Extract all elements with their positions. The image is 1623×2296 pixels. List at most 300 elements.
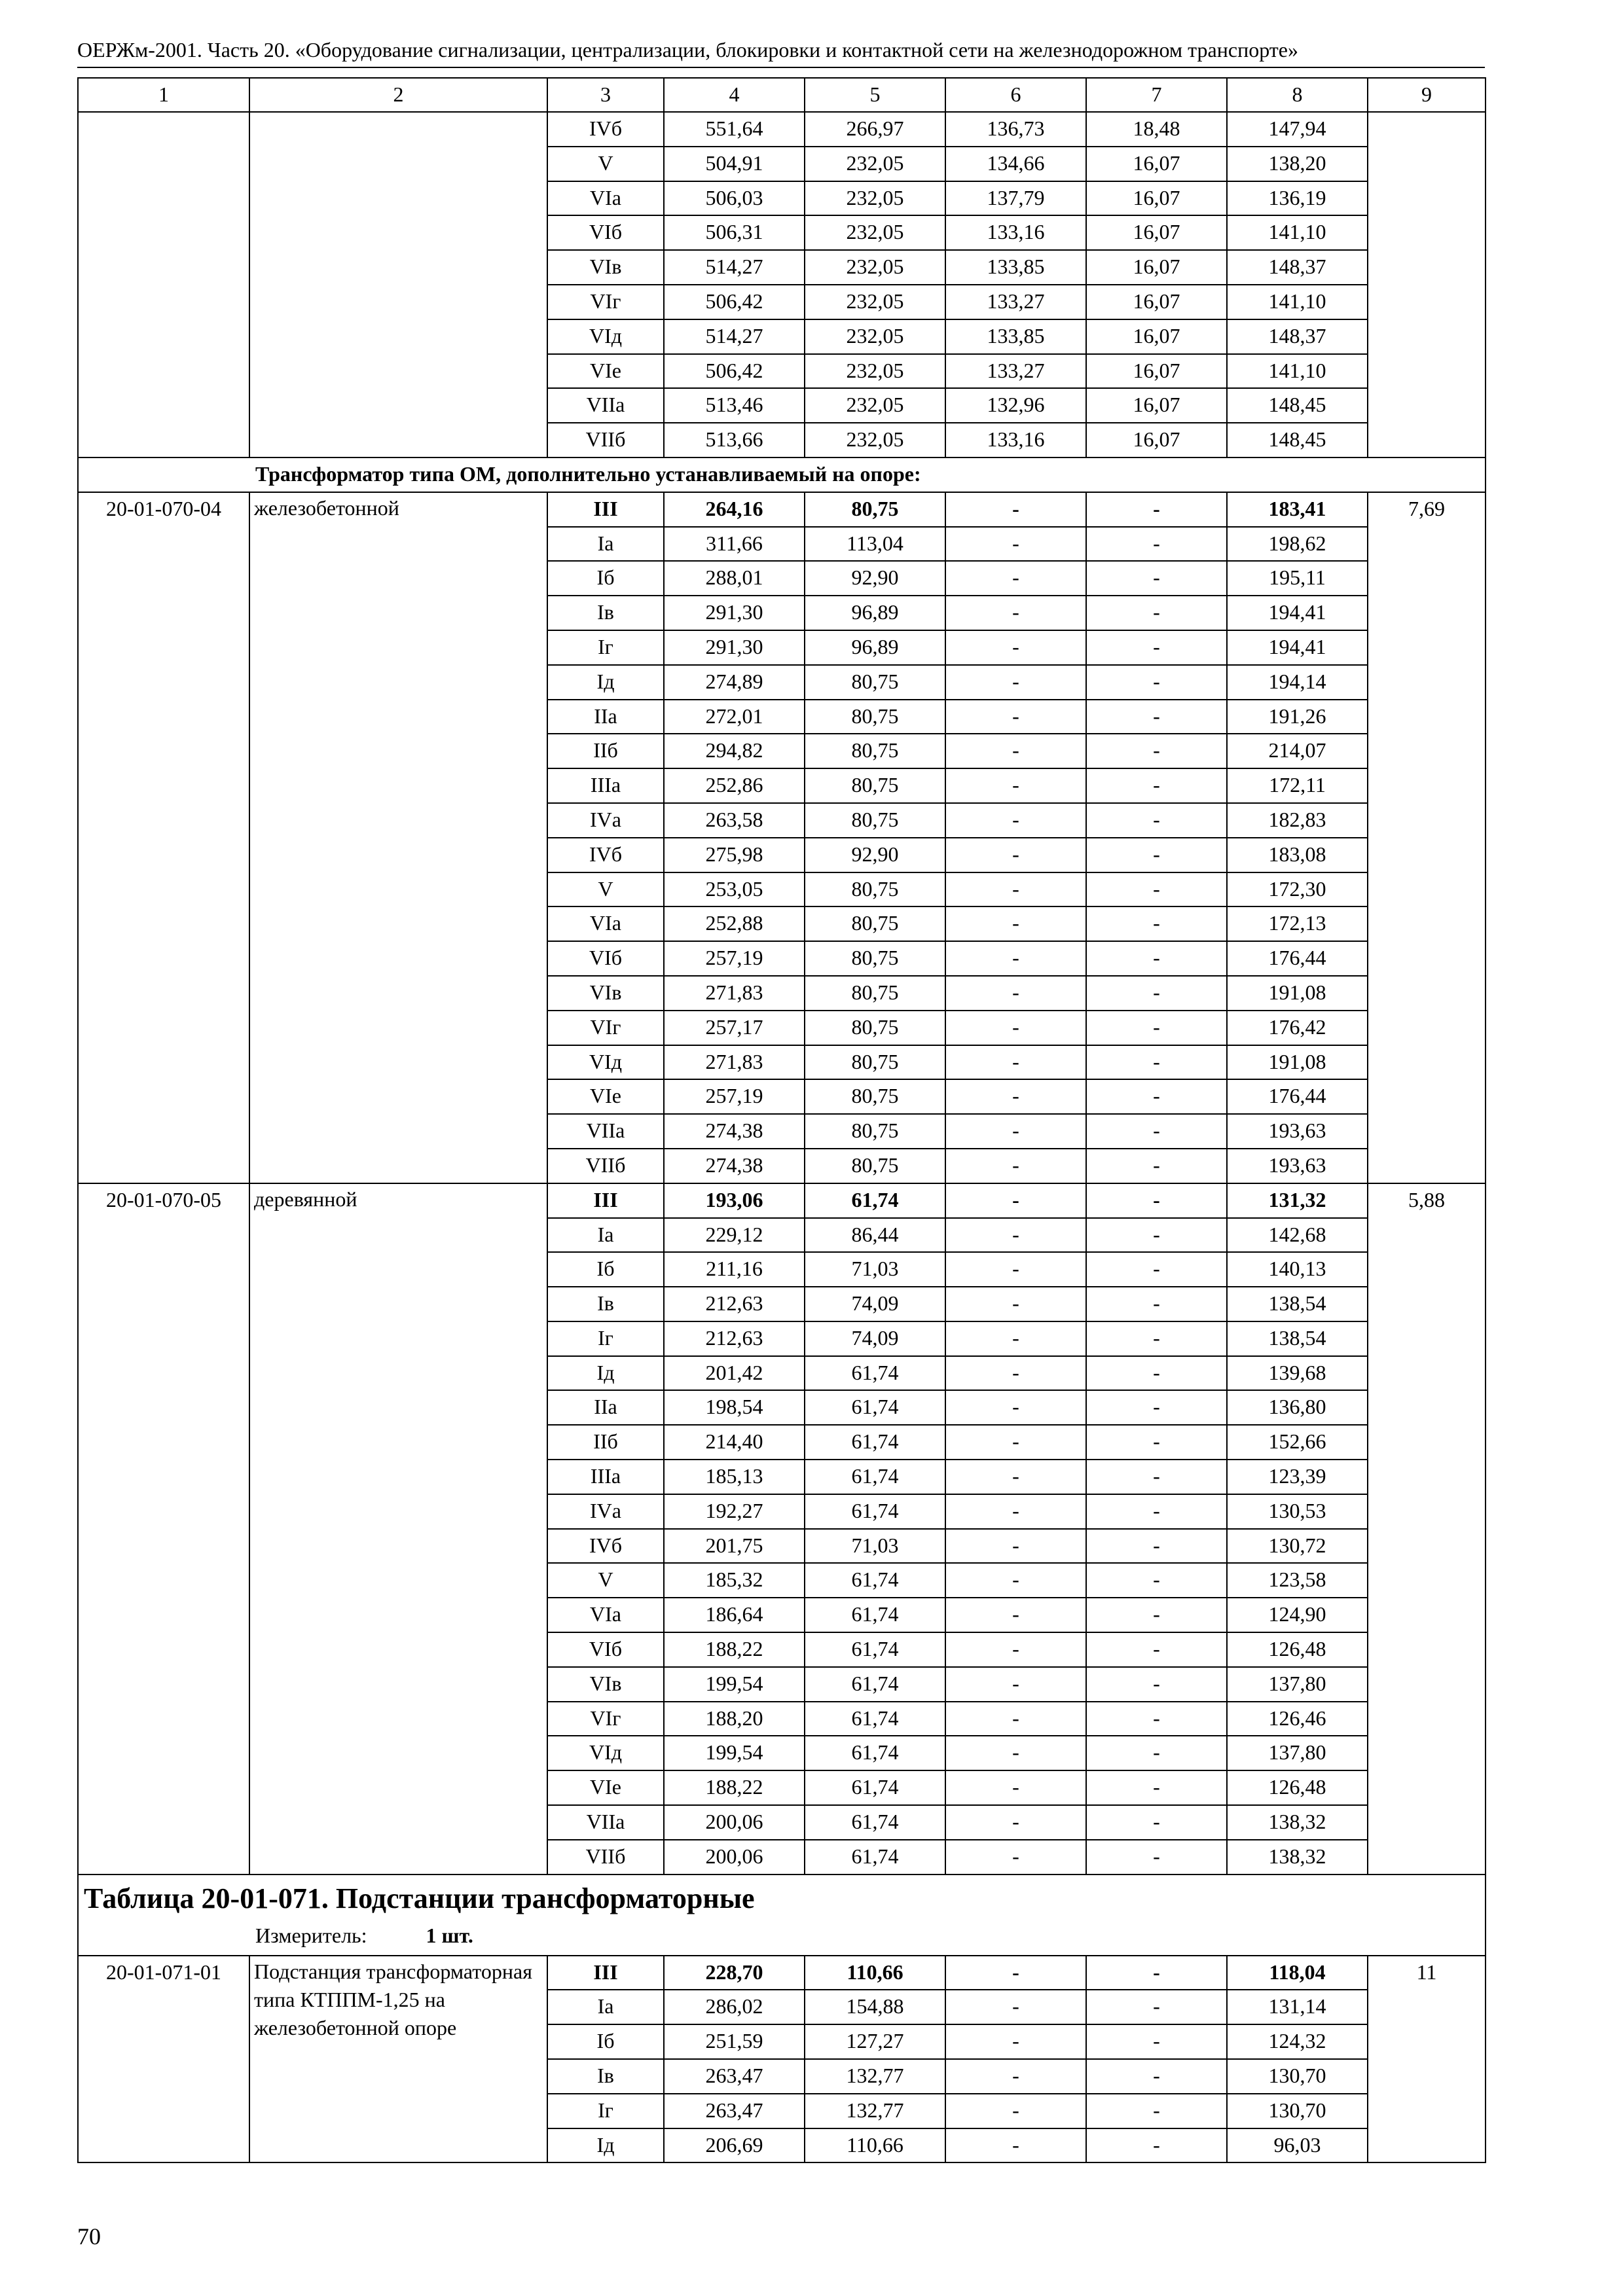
cell-machinist-wages: -	[1086, 872, 1227, 907]
table-body	[78, 78, 1486, 2162]
cell-machines: 133,27	[945, 285, 1086, 319]
cell-materials: 193,63	[1227, 1114, 1368, 1149]
cell-wages: 61,74	[805, 1667, 945, 1702]
cell-machines: -	[945, 1321, 1086, 1356]
cell-machines: -	[945, 1494, 1086, 1529]
cell-machines: -	[945, 1529, 1086, 1564]
cell-region: Iг	[547, 1321, 664, 1356]
cell-machines: 133,85	[945, 319, 1086, 354]
cell-region: V	[547, 147, 664, 181]
cell-wages: 96,89	[805, 630, 945, 665]
cell-total: 229,12	[664, 1218, 805, 1253]
cell-total: 214,40	[664, 1425, 805, 1460]
cell-machinist-wages: -	[1086, 1494, 1227, 1529]
cell-region: IIб	[547, 734, 664, 768]
cell-wages: 232,05	[805, 319, 945, 354]
code-cell	[78, 112, 249, 457]
page-number: 70	[77, 2223, 101, 2250]
cell-machines: -	[945, 1563, 1086, 1598]
cell-machinist-wages: 16,07	[1086, 147, 1227, 181]
cell-region: VIг	[547, 285, 664, 319]
cell-materials: 139,68	[1227, 1356, 1368, 1391]
cell-materials: 138,54	[1227, 1321, 1368, 1356]
cell-machines: -	[945, 1356, 1086, 1391]
cell-machines: 136,73	[945, 112, 1086, 147]
cell-machinist-wages: -	[1086, 1529, 1227, 1564]
cell-total: 206,69	[664, 2128, 805, 2163]
cell-total: 264,16	[664, 492, 805, 527]
cell-total: 506,42	[664, 285, 805, 319]
column-number: 1	[78, 78, 249, 112]
cell-machinist-wages: -	[1086, 941, 1227, 976]
column-number: 4	[664, 78, 805, 112]
cell-materials: 176,42	[1227, 1011, 1368, 1045]
cell-machinist-wages: -	[1086, 768, 1227, 803]
cell-region: Iа	[547, 1218, 664, 1253]
cell-region: IVб	[547, 1529, 664, 1564]
cell-total: 263,47	[664, 2094, 805, 2128]
cell-region: VIIа	[547, 1805, 664, 1840]
cell-machines: 132,96	[945, 388, 1086, 423]
description-cell: Подстанция трансформаторная типа КТППМ-1,25 на железобетонной опоре	[249, 1956, 547, 2163]
cell-machines: -	[945, 2128, 1086, 2163]
cell-total: 514,27	[664, 250, 805, 285]
cell-materials: 136,19	[1227, 181, 1368, 216]
table-row	[78, 1183, 1486, 1218]
cell-wages: 86,44	[805, 1218, 945, 1253]
cell-wages: 71,03	[805, 1252, 945, 1287]
cell-wages: 80,75	[805, 665, 945, 700]
cell-machinist-wages: -	[1086, 596, 1227, 630]
cell-materials: 130,70	[1227, 2094, 1368, 2128]
description-cell: железобетонной	[249, 492, 547, 1183]
cell-total: 506,31	[664, 215, 805, 250]
cell-machinist-wages: -	[1086, 1563, 1227, 1598]
cell-region: VIб	[547, 215, 664, 250]
cell-region: III	[547, 492, 664, 527]
cell-materials: 96,03	[1227, 2128, 1368, 2163]
cell-wages: 61,74	[805, 1632, 945, 1667]
cell-region: VIе	[547, 1079, 664, 1114]
cell-materials: 148,45	[1227, 423, 1368, 457]
cell-region: Iд	[547, 1356, 664, 1391]
cell-materials: 193,63	[1227, 1149, 1368, 1183]
cell-machines: -	[945, 1956, 1086, 1990]
col9-cell: 7,69	[1368, 492, 1486, 1183]
cell-total: 291,30	[664, 630, 805, 665]
cell-wages: 61,74	[805, 1425, 945, 1460]
cell-materials: 183,08	[1227, 838, 1368, 872]
cell-materials: 123,39	[1227, 1460, 1368, 1494]
cell-machines: -	[945, 492, 1086, 527]
measure-label: Измеритель:	[255, 1923, 367, 1947]
cell-materials: 214,07	[1227, 734, 1368, 768]
cell-region: VIг	[547, 1011, 664, 1045]
cell-machines: -	[945, 1598, 1086, 1632]
cell-materials: 141,10	[1227, 354, 1368, 389]
cell-machines: -	[945, 1770, 1086, 1805]
cell-materials: 126,46	[1227, 1702, 1368, 1736]
cell-total: 198,54	[664, 1390, 805, 1425]
cell-wages: 110,66	[805, 1956, 945, 1990]
header-rule	[77, 67, 1485, 68]
code-cell: 20-01-070-04	[78, 492, 249, 1183]
cell-machines: -	[945, 872, 1086, 907]
cell-machinist-wages: -	[1086, 1321, 1227, 1356]
cell-wages: 71,03	[805, 1529, 945, 1564]
cell-region: III	[547, 1956, 664, 1990]
cell-total: 252,86	[664, 768, 805, 803]
cell-total: 186,64	[664, 1598, 805, 1632]
cell-machines: -	[945, 734, 1086, 768]
column-number-row	[78, 78, 1486, 112]
cell-region: IIа	[547, 1390, 664, 1425]
cell-region: VIе	[547, 354, 664, 389]
cell-wages: 266,97	[805, 112, 945, 147]
cell-materials: 141,10	[1227, 215, 1368, 250]
cell-machinist-wages: -	[1086, 1183, 1227, 1218]
cell-total: 200,06	[664, 1840, 805, 1874]
cell-machinist-wages: -	[1086, 1990, 1227, 2024]
cell-materials: 195,11	[1227, 561, 1368, 596]
cell-total: 188,20	[664, 1702, 805, 1736]
cell-wages: 232,05	[805, 181, 945, 216]
cell-materials: 194,41	[1227, 596, 1368, 630]
cell-wages: 127,27	[805, 2024, 945, 2059]
cell-machinist-wages: -	[1086, 1736, 1227, 1770]
cell-wages: 132,77	[805, 2059, 945, 2094]
cell-materials: 152,66	[1227, 1425, 1368, 1460]
cell-region: V	[547, 1563, 664, 1598]
cell-machines: -	[945, 1287, 1086, 1321]
cell-machinist-wages: -	[1086, 1149, 1227, 1183]
cell-total: 212,63	[664, 1287, 805, 1321]
cell-machines: -	[945, 527, 1086, 562]
cell-region: VIа	[547, 906, 664, 941]
cell-region: VIе	[547, 1770, 664, 1805]
cell-machines: -	[945, 1390, 1086, 1425]
cell-region: VIIб	[547, 1840, 664, 1874]
cell-machinist-wages: 16,07	[1086, 215, 1227, 250]
cell-materials: 183,41	[1227, 492, 1368, 527]
cell-total: 200,06	[664, 1805, 805, 1840]
cell-total: 286,02	[664, 1990, 805, 2024]
cell-materials: 148,45	[1227, 388, 1368, 423]
cell-wages: 80,75	[805, 1114, 945, 1149]
cell-machinist-wages: -	[1086, 1805, 1227, 1840]
cell-materials: 142,68	[1227, 1218, 1368, 1253]
cell-total: 271,83	[664, 1045, 805, 1080]
cell-region: Iа	[547, 1990, 664, 2024]
cell-total: 185,32	[664, 1563, 805, 1598]
column-number: 2	[249, 78, 547, 112]
section-heading: Трансформатор типа ОМ, дополнительно устанавливаемый на опоре:	[78, 457, 1486, 492]
cell-machines: -	[945, 1011, 1086, 1045]
cell-total: 506,03	[664, 181, 805, 216]
col9-cell: 11	[1368, 1956, 1486, 2163]
cell-region: Iг	[547, 630, 664, 665]
cell-total: 188,22	[664, 1632, 805, 1667]
cell-region: VIв	[547, 976, 664, 1011]
cell-region: VIд	[547, 1736, 664, 1770]
cell-total: 188,22	[664, 1770, 805, 1805]
cell-machinist-wages: -	[1086, 1840, 1227, 1874]
cell-region: IIIа	[547, 768, 664, 803]
cell-region: V	[547, 872, 664, 907]
cell-materials: 137,80	[1227, 1667, 1368, 1702]
cell-materials: 123,58	[1227, 1563, 1368, 1598]
cell-total: 274,38	[664, 1114, 805, 1149]
cell-region: Iг	[547, 2094, 664, 2128]
cell-region: Iв	[547, 2059, 664, 2094]
cell-machinist-wages: 16,07	[1086, 285, 1227, 319]
cell-machines: -	[945, 1632, 1086, 1667]
cell-materials: 191,08	[1227, 1045, 1368, 1080]
cell-wages: 113,04	[805, 527, 945, 562]
cell-wages: 92,90	[805, 838, 945, 872]
cell-total: 201,42	[664, 1356, 805, 1391]
cell-machinist-wages: -	[1086, 803, 1227, 838]
cell-total: 271,83	[664, 976, 805, 1011]
cell-machines: -	[945, 1149, 1086, 1183]
cell-materials: 136,80	[1227, 1390, 1368, 1425]
cell-wages: 80,75	[805, 768, 945, 803]
cell-machines: 133,85	[945, 250, 1086, 285]
cell-machines: -	[945, 1840, 1086, 1874]
cell-materials: 138,20	[1227, 147, 1368, 181]
cell-wages: 61,74	[805, 1460, 945, 1494]
cell-wages: 61,74	[805, 1356, 945, 1391]
cell-region: VIд	[547, 319, 664, 354]
cell-machines: -	[945, 561, 1086, 596]
cell-total: 274,38	[664, 1149, 805, 1183]
cell-region: IVа	[547, 803, 664, 838]
cell-materials: 147,94	[1227, 112, 1368, 147]
cell-wages: 80,75	[805, 1149, 945, 1183]
cell-machines: -	[945, 906, 1086, 941]
cell-region: VIа	[547, 181, 664, 216]
cell-region: VIв	[547, 1667, 664, 1702]
cell-total: 253,05	[664, 872, 805, 907]
cell-region: IVа	[547, 1494, 664, 1529]
cell-machines: -	[945, 1045, 1086, 1080]
cell-total: 257,19	[664, 941, 805, 976]
cell-total: 263,47	[664, 2059, 805, 2094]
cell-machines: 133,16	[945, 423, 1086, 457]
cell-machines: -	[945, 1460, 1086, 1494]
cell-wages: 110,66	[805, 2128, 945, 2163]
cell-materials: 198,62	[1227, 527, 1368, 562]
cell-materials: 182,83	[1227, 803, 1368, 838]
cell-materials: 141,10	[1227, 285, 1368, 319]
cell-region: Iа	[547, 527, 664, 562]
cell-machines: -	[945, 700, 1086, 734]
cell-machinist-wages: -	[1086, 1632, 1227, 1667]
cell-machines: -	[945, 1667, 1086, 1702]
cell-machines: -	[945, 2094, 1086, 2128]
cell-machinist-wages: -	[1086, 1287, 1227, 1321]
cell-total: 251,59	[664, 2024, 805, 2059]
table-row	[78, 112, 1486, 147]
cell-machinist-wages: 16,07	[1086, 250, 1227, 285]
cell-total: 199,54	[664, 1736, 805, 1770]
cell-machinist-wages: -	[1086, 1252, 1227, 1287]
cell-machinist-wages: -	[1086, 2094, 1227, 2128]
cell-machinist-wages: -	[1086, 665, 1227, 700]
cell-materials: 148,37	[1227, 319, 1368, 354]
table-title: Таблица 20-01-071. Подстанции трансформаторные	[84, 1882, 755, 1914]
cell-region: VIг	[547, 1702, 664, 1736]
description-cell: деревянной	[249, 1183, 547, 1874]
cell-machines: 133,16	[945, 215, 1086, 250]
cell-total: 257,19	[664, 1079, 805, 1114]
cell-machinist-wages: -	[1086, 700, 1227, 734]
cell-wages: 61,74	[805, 1494, 945, 1529]
cell-machines: 137,79	[945, 181, 1086, 216]
cell-machines: -	[945, 838, 1086, 872]
cell-total: 504,91	[664, 147, 805, 181]
cell-total: 201,75	[664, 1529, 805, 1564]
cell-machines: -	[945, 941, 1086, 976]
cell-wages: 61,74	[805, 1702, 945, 1736]
cell-wages: 232,05	[805, 354, 945, 389]
cell-materials: 126,48	[1227, 1632, 1368, 1667]
cell-wages: 232,05	[805, 147, 945, 181]
cell-machinist-wages: -	[1086, 630, 1227, 665]
cell-total: 274,89	[664, 665, 805, 700]
cell-wages: 80,75	[805, 1079, 945, 1114]
cell-total: 288,01	[664, 561, 805, 596]
section-heading-row	[78, 457, 1486, 492]
cell-region: Iб	[547, 561, 664, 596]
cell-wages: 61,74	[805, 1563, 945, 1598]
cell-machines: 133,27	[945, 354, 1086, 389]
cell-wages: 80,75	[805, 906, 945, 941]
cell-machines: -	[945, 1702, 1086, 1736]
cell-machines: -	[945, 768, 1086, 803]
cell-total: 272,01	[664, 700, 805, 734]
cell-region: Iв	[547, 1287, 664, 1321]
cell-total: 551,64	[664, 112, 805, 147]
cell-wages: 80,75	[805, 700, 945, 734]
col9-cell: 5,88	[1368, 1183, 1486, 1874]
cell-machinist-wages: 16,07	[1086, 354, 1227, 389]
cell-wages: 232,05	[805, 423, 945, 457]
cell-total: 311,66	[664, 527, 805, 562]
cell-machines: -	[945, 665, 1086, 700]
cell-machines: -	[945, 1079, 1086, 1114]
cell-machines: -	[945, 2059, 1086, 2094]
cell-wages: 80,75	[805, 976, 945, 1011]
cell-wages: 132,77	[805, 2094, 945, 2128]
cell-machines: -	[945, 1805, 1086, 1840]
cell-machinist-wages: -	[1086, 561, 1227, 596]
cell-materials: 176,44	[1227, 941, 1368, 976]
cell-wages: 80,75	[805, 1045, 945, 1080]
table-row	[78, 492, 1486, 527]
cell-wages: 74,09	[805, 1287, 945, 1321]
cell-machinist-wages: -	[1086, 734, 1227, 768]
cell-machinist-wages: 16,07	[1086, 388, 1227, 423]
cell-machines: -	[945, 1218, 1086, 1253]
cell-total: 228,70	[664, 1956, 805, 1990]
cell-wages: 61,74	[805, 1805, 945, 1840]
cell-total: 514,27	[664, 319, 805, 354]
cell-wages: 61,74	[805, 1770, 945, 1805]
cell-machinist-wages: -	[1086, 1425, 1227, 1460]
cell-machines: -	[945, 1183, 1086, 1218]
cell-wages: 80,75	[805, 492, 945, 527]
column-number: 9	[1368, 78, 1486, 112]
cell-materials: 194,14	[1227, 665, 1368, 700]
cell-machines: -	[945, 1114, 1086, 1149]
cell-machinist-wages: 18,48	[1086, 112, 1227, 147]
cell-wages: 61,74	[805, 1390, 945, 1425]
cell-machines: -	[945, 630, 1086, 665]
cell-materials: 148,37	[1227, 250, 1368, 285]
table-title-row	[78, 1874, 1486, 1956]
cell-machinist-wages: -	[1086, 1598, 1227, 1632]
cell-total: 192,27	[664, 1494, 805, 1529]
column-number: 7	[1086, 78, 1227, 112]
cell-machinist-wages: -	[1086, 1356, 1227, 1391]
cell-wages: 80,75	[805, 941, 945, 976]
cell-region: Iб	[547, 2024, 664, 2059]
cell-materials: 130,53	[1227, 1494, 1368, 1529]
cell-wages: 232,05	[805, 388, 945, 423]
cell-machines: 134,66	[945, 147, 1086, 181]
cell-wages: 80,75	[805, 1011, 945, 1045]
cell-total: 513,46	[664, 388, 805, 423]
cell-total: 291,30	[664, 596, 805, 630]
cell-machines: -	[945, 1252, 1086, 1287]
cell-machinist-wages: -	[1086, 1218, 1227, 1253]
cell-machinist-wages: -	[1086, 906, 1227, 941]
cell-machines: -	[945, 1425, 1086, 1460]
cell-materials: 138,54	[1227, 1287, 1368, 1321]
cell-wages: 232,05	[805, 285, 945, 319]
cell-machines: -	[945, 2024, 1086, 2059]
cell-region: IIIа	[547, 1460, 664, 1494]
cell-materials: 137,80	[1227, 1736, 1368, 1770]
cell-materials: 191,08	[1227, 976, 1368, 1011]
cell-region: III	[547, 1183, 664, 1218]
cell-wages: 232,05	[805, 250, 945, 285]
cell-total: 212,63	[664, 1321, 805, 1356]
cell-wages: 80,75	[805, 803, 945, 838]
column-number: 6	[945, 78, 1086, 112]
cell-region: VIIа	[547, 388, 664, 423]
cell-wages: 61,74	[805, 1183, 945, 1218]
cell-machinist-wages: -	[1086, 2128, 1227, 2163]
cell-region: IVб	[547, 112, 664, 147]
table-title-cell	[78, 1874, 1486, 1956]
cell-machinist-wages: -	[1086, 838, 1227, 872]
cell-machinist-wages: -	[1086, 1079, 1227, 1114]
cell-materials: 131,14	[1227, 1990, 1368, 2024]
cell-region: Iб	[547, 1252, 664, 1287]
cell-wages: 61,74	[805, 1736, 945, 1770]
cell-region: VIа	[547, 1598, 664, 1632]
cell-materials: 172,11	[1227, 768, 1368, 803]
cell-materials: 130,70	[1227, 2059, 1368, 2094]
cell-machinist-wages: -	[1086, 1045, 1227, 1080]
cell-wages: 154,88	[805, 1990, 945, 2024]
cell-region: Iд	[547, 665, 664, 700]
cell-total: 211,16	[664, 1252, 805, 1287]
running-header: ОЕРЖм-2001. Часть 20. «Оборудование сигнализации, централизации, блокировки и контактной сети на железнодорожном транспорте»	[77, 38, 1298, 62]
table-row	[78, 1956, 1486, 1990]
